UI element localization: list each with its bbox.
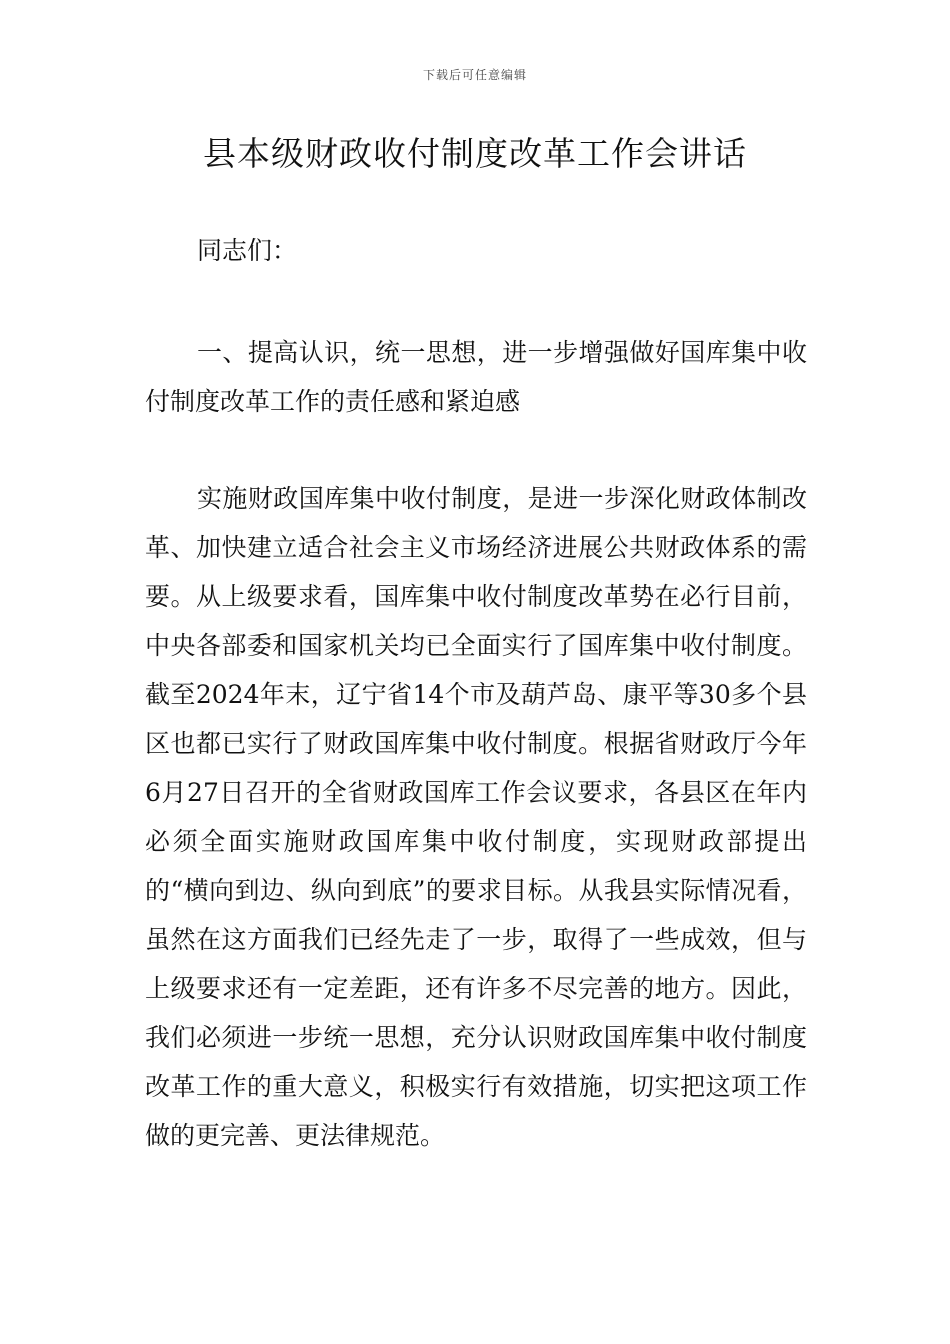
document-title: 县本级财政收付制度改革工作会讲话 <box>203 134 747 173</box>
header-note: 下载后可任意编辑 <box>422 68 527 82</box>
body-paragraph: 实施财政国库集中收付制度，是进一步深化财政体制改革、加快建立适合社会主义市场经济进展公共财政体系的需要。从上级要求看，国库集中收付制度改革势在必行目前，中央各部委和国家机关均已全面实行了国库集中收付制度。截至2024年末，辽宁省14个市及葫芦岛、康平等30多个县区也都已实行了财政国库集中收付制度。根据省财政厅今年6月27日召开的全省财政国库工作会议要求，各县区在年内必须全面实施财政国库集中收付制度，实现财政部提出的“横向到边、纵向到底”的要求目标。从我县实际情况看，虽然在这方面我们已经先走了一步，取得了一些成效，但与上级要求还有一定差距，还有许多不尽完善的地方。因此，我们必须进一步统一思想，充分认识财政国库集中收付制度改革工作的重大意义，积极实行有效措施，切实把这项工作做的更完善、更法律规范。 <box>145 484 807 1150</box>
greeting: 同志们： <box>197 236 298 265</box>
section-heading: 一、提高认识，统一思想，进一步增强做好国库集中收付制度改革工作的责任感和紧迫感 <box>145 338 807 416</box>
